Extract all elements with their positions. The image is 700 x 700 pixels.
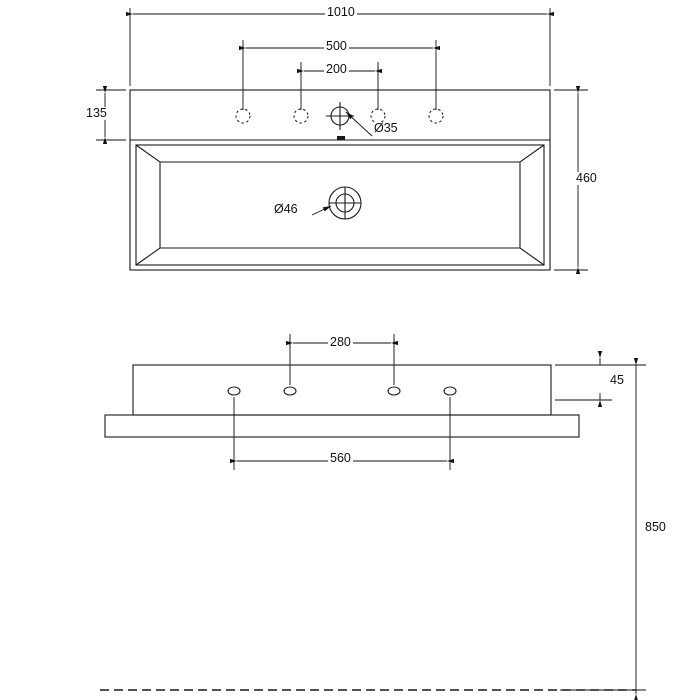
- dim-installation-height: 850: [645, 520, 666, 534]
- dim-tap-hole-diameter: Ø35: [374, 121, 398, 135]
- overflow-holes-top: [228, 387, 456, 395]
- dim-overall-width: 1010: [327, 5, 355, 19]
- top-view-dimension-lines: [234, 334, 646, 694]
- waste-hole: [329, 187, 361, 219]
- dim-tap-hole-span-outer: 500: [326, 39, 347, 53]
- dim-overall-depth: 460: [576, 171, 597, 185]
- top-view-geometry: [105, 365, 579, 437]
- dim-tap-hole-span-inner: 200: [326, 62, 347, 76]
- dim-basin-thickness: 45: [610, 373, 624, 387]
- dim-waste-hole-diameter: Ø46: [274, 202, 298, 216]
- dim-overflow-span-inner: 280: [330, 335, 351, 349]
- dim-overflow-span-outer: 560: [330, 451, 351, 465]
- dim-basin-rim-height: 135: [86, 106, 107, 120]
